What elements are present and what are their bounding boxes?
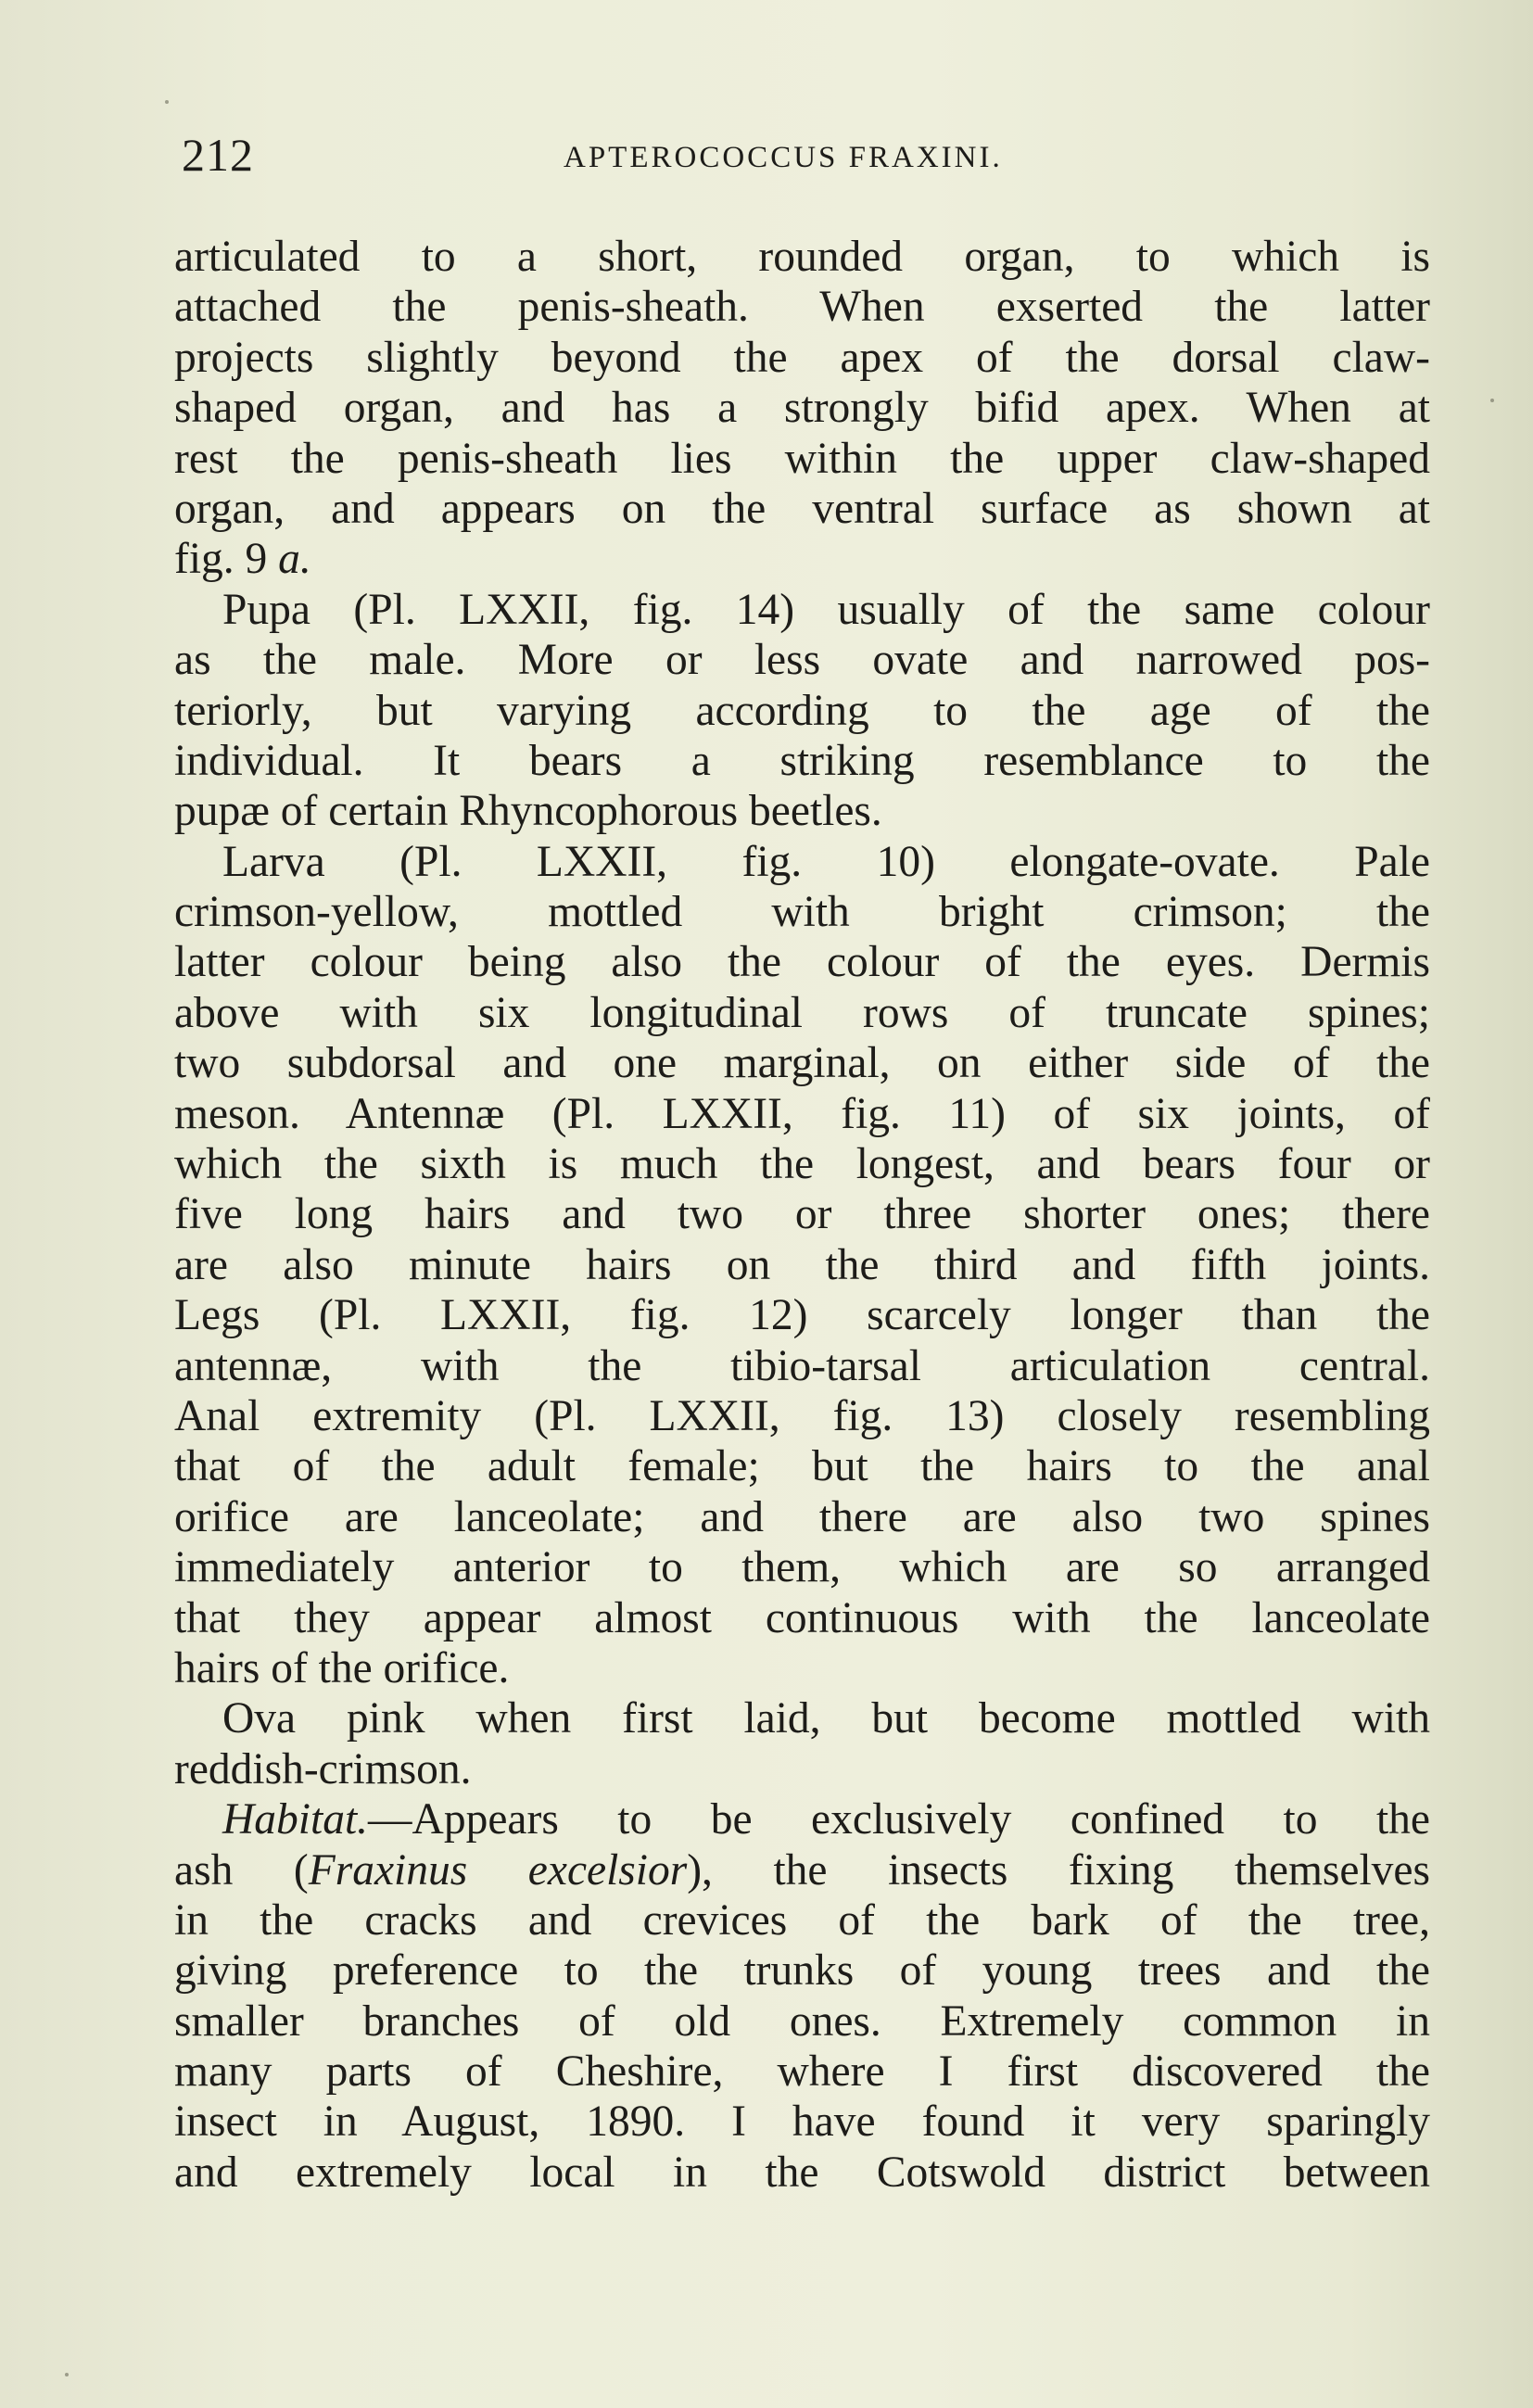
paragraph-ova: [174, 1693, 1430, 1794]
text-fragment: fig. 9: [174, 535, 279, 584]
paragraph-male-genitalia: [174, 232, 1430, 585]
text-line: and extremely local in the Cotswold district between: [174, 2148, 1430, 2197]
paragraph-pupa: [174, 585, 1430, 837]
text-line: individual. It bears a striking resemblance to the: [174, 736, 1430, 785]
text-line: Legs (Pl. LXXII, fig. 12) scarcely longer than the: [174, 1291, 1430, 1340]
body-text: [174, 232, 1430, 2198]
page-number: 212: [182, 129, 254, 181]
text-line: that of the adult female; but the hairs to the anal: [174, 1442, 1430, 1491]
text-line: articulated to a short, rounded organ, to which is: [174, 233, 1430, 281]
text-line: immediately anterior to them, which are so arranged: [174, 1543, 1430, 1592]
text-line: latter colour being also the colour of the eyes. Dermis: [174, 938, 1430, 987]
italic-figure-ref: a.: [278, 535, 311, 584]
text-fragment: ), the insects fixing themselves: [687, 1845, 1430, 1895]
scan-speck: [65, 2373, 69, 2376]
text-line: many parts of Cheshire, where I first discovered the: [174, 2047, 1430, 2097]
text-line: that they appear almost continuous with the lanceolate: [174, 1593, 1430, 1642]
text-line: in the cracks and crevices of the bark of the tree,: [174, 1895, 1430, 1945]
text-fragment: ash (: [174, 1845, 309, 1895]
italic-habitat-label: Habitat.: [222, 1795, 369, 1844]
text-line: meson. Antennæ (Pl. LXXII, fig. 11) of six joints, of: [174, 1089, 1430, 1138]
text-line: projects slightly beyond the apex of the dorsal claw-: [174, 333, 1430, 382]
text-line: above with six longitudinal rows of truncate spines;: [174, 988, 1430, 1037]
text-line: [174, 1845, 1430, 1895]
text-line: organ, and appears on the ventral surface as shown at: [174, 484, 1430, 533]
text-line: orifice are lanceolate; and there are also two spines: [174, 1492, 1430, 1541]
text-line: [174, 534, 1430, 584]
scan-speck: [165, 100, 169, 104]
paragraph-habitat: [174, 1794, 1430, 2198]
text-line: which the sixth is much the longest, and bears four or: [174, 1140, 1430, 1189]
text-line: antennæ, with the tibio-tarsal articulation central.: [174, 1341, 1430, 1390]
scan-speck: [1490, 399, 1494, 402]
text-line: smaller branches of old ones. Extremely common in: [174, 1996, 1430, 2046]
text-line: insect in August, 1890. I have found it very sparingly: [174, 2097, 1430, 2147]
text-line: Pupa (Pl. LXXII, fig. 14) usually of the same colour: [222, 585, 1430, 634]
text-line: shaped organ, and has a strongly bifid apex. When at: [174, 384, 1430, 433]
text-line: reddish-crimson.: [174, 1744, 472, 1793]
page-header: [182, 128, 1442, 184]
text-line: hairs of the orifice.: [174, 1643, 510, 1692]
text-line: rest the penis-sheath lies within the upper claw-shaped: [174, 434, 1430, 483]
paragraph-larva: [174, 837, 1430, 1694]
text-line: Anal extremity (Pl. LXXII, fig. 13) closely resembling: [174, 1391, 1430, 1440]
text-line: two subdorsal and one marginal, on either side of the: [174, 1039, 1430, 1088]
text-line: giving preference to the trunks of young trees and the: [174, 1946, 1430, 1996]
text-line: [174, 1794, 1430, 1844]
italic-species-name: Fraxinus excelsior: [308, 1845, 688, 1895]
text-line: crimson-yellow, mottled with bright crimson; the: [174, 888, 1430, 937]
text-line: as the male. More or less ovate and narrowed pos-: [174, 636, 1430, 685]
text-line: teriorly, but varying according to the age of the: [174, 686, 1430, 735]
text-line: attached the penis-sheath. When exserted the latter: [174, 283, 1430, 332]
text-line: Larva (Pl. LXXII, fig. 10) elongate-ovate. Pale: [222, 837, 1430, 886]
text-line: pupæ of certain Rhyncophorous beetles.: [174, 787, 882, 836]
text-line: are also minute hairs on the third and fifth joints.: [174, 1240, 1430, 1289]
text-fragment: —Appears to be exclusively confined to the: [368, 1795, 1430, 1844]
text-line: five long hairs and two or three shorter ones; there: [174, 1190, 1430, 1239]
text-line: Ova pink when first laid, but become mottled with: [222, 1694, 1430, 1743]
running-title: APTEROCOCCUS FRAXINI.: [564, 141, 1003, 174]
